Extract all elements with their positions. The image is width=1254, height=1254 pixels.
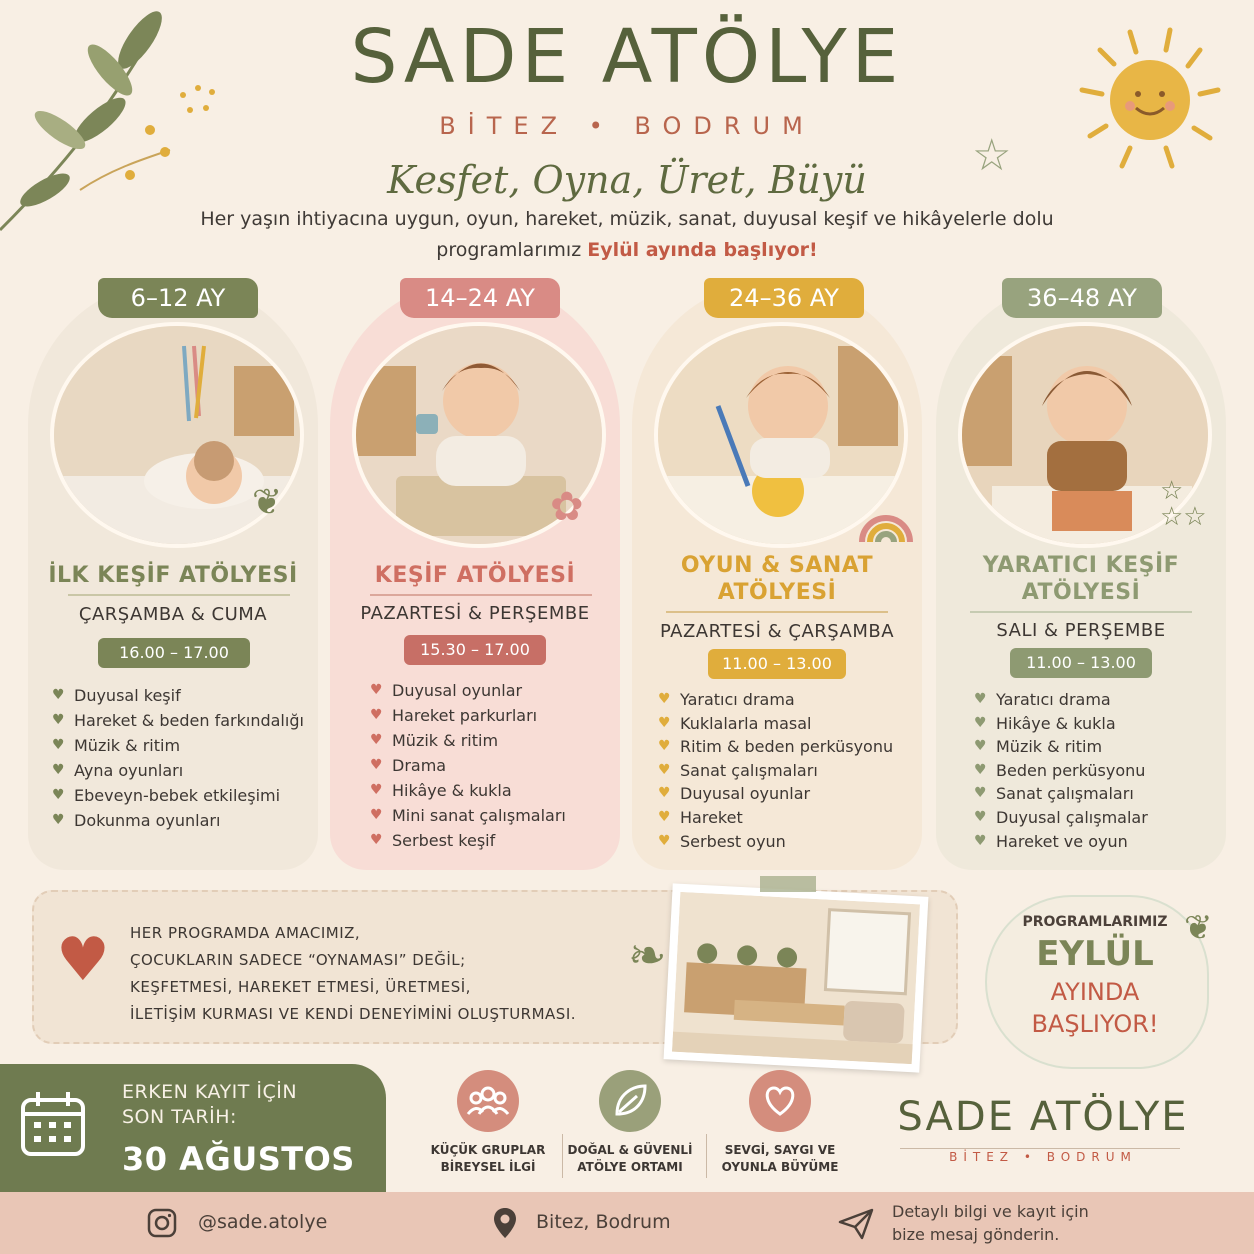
list-item: ♥ Kuklalarla masal <box>658 713 812 733</box>
list-item: ♥ Hareket ve oyun <box>974 831 1128 851</box>
location-text: Bitez, Bodrum <box>536 1211 671 1233</box>
intro-highlight: Eylül ayında başlıyor! <box>587 239 818 261</box>
tagline: Kesfet, Oyna, Üret, Büyü <box>387 158 867 202</box>
intro-text: Her yaşın ihtiyacına uygun, oyun, hareket, müzik, sanat, duyusal keşif ve hikâyelerle dolu programlarımız Eylül ayında başlıyor! <box>200 208 1054 261</box>
program-list-1 <box>52 683 304 833</box>
message-text: Detaylı bilgi ve kayıt için bize mesaj gönderin. <box>892 1202 1089 1244</box>
calendar-icon <box>20 1090 86 1158</box>
send-message-icon[interactable] <box>838 1208 874 1240</box>
list-item: ♥ Ayna oyunları <box>52 761 184 780</box>
location-pin-icon <box>492 1206 518 1240</box>
list-item: ♥ Yaratıcı drama <box>658 690 795 709</box>
list-item: ♥ Ebeveyn-bebek etkileşimi <box>52 786 281 805</box>
early-registration-label: ERKEN KAYIT İÇİN SON TARİH: <box>122 1081 298 1128</box>
program-title-1: İLK KEŞİF ATÖLYESİ <box>48 563 298 588</box>
list-item: ♥ Müzik & ritim <box>370 731 499 750</box>
program-list-4 <box>974 688 1148 853</box>
list-item: ♥ Beden perküsyonu <box>974 760 1146 780</box>
list-item: ♥ Duyusal çalışmalar <box>974 807 1148 827</box>
leaf-sprig-icon: ❦ <box>252 482 283 523</box>
list-item: ♥ Hikâye & kukla <box>370 781 512 800</box>
list-item: ♥ Serbest keşif <box>370 831 496 850</box>
list-item: ♥ Duyusal oyunlar <box>658 784 811 804</box>
list-item: ♥ Sanat çalışmaları <box>974 784 1134 804</box>
list-item: ♥ Mini sanat çalışmaları <box>370 806 566 825</box>
program-title-3: OYUN & SANAT ATÖLYESİ <box>680 553 874 605</box>
start-badge-line2: EYLÜL <box>1036 934 1154 974</box>
program-list-2 <box>370 678 566 853</box>
classroom-photo <box>664 883 929 1072</box>
list-item: ♥ Dokunma oyunları <box>52 811 221 830</box>
mission-text: HER PROGRAMDA AMACIMIZ, ÇOCUKLARIN SADECE “OYNAMASI” DEĞİL; KEŞFETMESİ, HAREKET ETMESİ, ÜRETMESİ, İLETİŞİM KURMASI VE KENDİ DENEYİMİNİ OLUŞTURMASI. <box>130 924 577 1023</box>
program-title-2: KEŞİF ATÖLYESİ <box>374 563 576 588</box>
feature-small-groups: KÜÇÜK GRUPLAR BİREYSEL İLGİ <box>418 1070 558 1176</box>
program-divider-2 <box>370 594 592 596</box>
instagram-handle[interactable]: @sade.atolye <box>198 1211 328 1233</box>
age-banner-2: 14–24 AY <box>400 278 560 318</box>
program-divider-1 <box>68 594 290 596</box>
list-item: ♥ Sanat çalışmaları <box>658 760 818 780</box>
program-days-2: PAZARTESİ & PERŞEMBE <box>360 603 590 624</box>
early-registration-date: 30 AĞUSTOS <box>122 1140 355 1178</box>
program-time-4: 11.00 – 13.00 <box>1010 648 1152 678</box>
leaf-sprig-icon: ❦ <box>1184 908 1213 948</box>
instagram-icon[interactable] <box>146 1207 178 1239</box>
list-item: ♥ Müzik & ritim <box>52 736 181 755</box>
feature-love-respect: SEVGİ, SAYGI VE OYUNLA BÜYÜME <box>710 1070 850 1176</box>
footer-logo-subtitle: BİTEZ • BODRUM <box>888 1150 1198 1164</box>
age-banner-3: 24–36 AY <box>704 278 864 318</box>
start-badge-line4: BAŞLIYOR! <box>1031 1010 1159 1038</box>
program-days-4: SALI & PERŞEMBE <box>996 620 1166 641</box>
list-item: ♥ Serbest oyun <box>658 831 786 851</box>
start-badge-line1: PROGRAMLARIMIZ <box>1022 914 1168 930</box>
star-decoration-icon: ☆ <box>972 130 1012 181</box>
list-item: ♥ Hareket parkurları <box>370 706 538 725</box>
feature-divider <box>706 1134 707 1178</box>
list-item: ♥ Duyusal keşif <box>52 686 181 705</box>
brand-title: SADE ATÖLYE <box>350 14 904 100</box>
list-item: ♥ Drama <box>370 756 447 775</box>
program-divider-4 <box>970 611 1192 613</box>
leaf-sprig-icon: ❧ <box>628 928 667 982</box>
list-item: ♥ Hareket <box>658 807 743 827</box>
brand-subtitle: BİTEZ • BODRUM <box>439 112 815 140</box>
list-item: ♥ Hikâye & kukla <box>974 713 1116 733</box>
list-item: ♥ Ritim & beden perküsyonu <box>658 737 894 757</box>
feature-natural-environment: DOĞAL & GÜVENLİ ATÖLYE ORTAMI <box>560 1070 700 1176</box>
program-time-3: 11.00 – 13.00 <box>708 649 846 679</box>
flower-icon: ✿ <box>550 484 584 530</box>
program-list-3 <box>658 688 893 853</box>
list-item: ♥ Duyusal oyunlar <box>370 681 523 700</box>
leaf-icon <box>599 1070 661 1132</box>
list-item: ♥ Hareket & beden farkındalığı <box>52 711 304 730</box>
program-time-2: 15.30 – 17.00 <box>404 635 546 665</box>
start-badge-line3: AYINDA <box>1050 978 1140 1006</box>
group-icon <box>457 1070 519 1132</box>
list-item: ♥ Yaratıcı drama <box>974 690 1111 709</box>
program-days-3: PAZARTESİ & ÇARŞAMBA <box>659 621 895 642</box>
heart-icon <box>749 1070 811 1132</box>
rainbow-icon <box>856 500 916 544</box>
program-title-4: YARATICI KEŞİF ATÖLYESİ <box>982 553 1180 605</box>
program-days-1: ÇARŞAMBA & CUMA <box>78 604 268 625</box>
list-item: ♥ Müzik & ritim <box>974 737 1103 757</box>
age-banner-1: 6–12 AY <box>98 278 258 318</box>
stars-decoration-icon: ☆ ☆☆ <box>1160 476 1207 532</box>
heart-icon: ♥ <box>56 925 110 995</box>
age-banner-4: 36–48 AY <box>1002 278 1162 318</box>
program-time-1: 16.00 – 17.00 <box>98 638 250 668</box>
footer-logo-title: SADE ATÖLYE <box>897 1094 1189 1140</box>
footer-logo-divider <box>900 1148 1180 1149</box>
program-divider-3 <box>666 611 888 613</box>
tape-decoration <box>760 876 816 892</box>
